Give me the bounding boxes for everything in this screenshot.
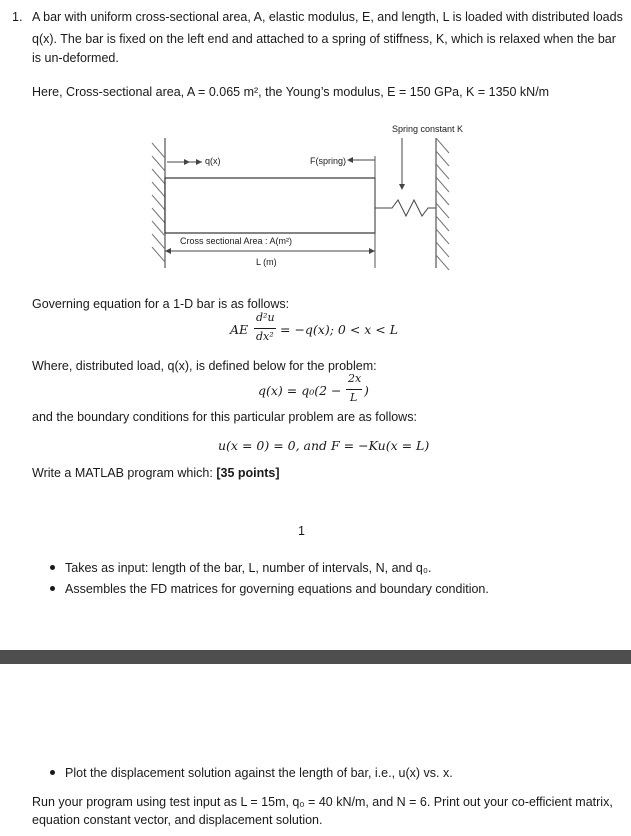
force-label: F(spring) <box>310 156 347 166</box>
spring-label: Spring constant K <box>392 124 464 134</box>
bullet-item <box>50 766 453 780</box>
bullet-dot <box>50 565 55 570</box>
problem-line-3: is un-deformed. <box>32 51 119 65</box>
q-close: ) <box>364 383 369 398</box>
area-label: Cross sectional Area : A(m²) <box>180 236 293 246</box>
q-lhs: q(x) = q₀(2 − <box>258 383 342 398</box>
bullet-dot <box>50 586 55 591</box>
eq-denom: dx² <box>256 330 274 343</box>
task-label: Write a MATLAB program which: <box>32 466 213 480</box>
bc-equation: u(x = 0) = 0, and F = −Ku(x = L) <box>218 438 430 453</box>
bullet-text: Plot the displacement solution against the length of bar, i.e., u(x) vs. x. <box>65 766 453 780</box>
page-number: 1 <box>298 524 305 538</box>
q-fraction-bar <box>346 389 362 390</box>
task-points: [35 points] <box>216 466 280 480</box>
q-numer: 2x <box>348 372 362 385</box>
length-label: L (m) <box>256 257 277 267</box>
eq-rhs: = −q(x); 0 < x < L <box>280 322 399 337</box>
bc-intro: and the boundary conditions for this particular problem are as follows: <box>32 410 417 424</box>
bullet-item <box>50 561 432 575</box>
eq-fraction-bar <box>254 328 276 329</box>
problem-number: 1. <box>12 10 23 24</box>
problem-params: Here, Cross-sectional area, A = 0.065 m², the Young’s modulus, E = 150 GPa, K = 1350 kN/m <box>32 85 550 99</box>
q-denom: L <box>350 391 358 404</box>
bar-spring-figure <box>140 118 480 278</box>
left-wall-hatch <box>152 143 165 262</box>
run-line-1: Run your program using test input as L = 15m, q₀ = 40 kN/m, and N = 6. Print out your co-efficient matrix, <box>32 795 613 809</box>
eq-numer: d²u <box>256 311 275 324</box>
load-label: q(x) <box>205 156 221 166</box>
eq-coef: AE <box>230 322 249 337</box>
run-line-2: equation constant vector, and displacement solution. <box>32 813 323 827</box>
bullet-text: Assembles the FD matrices for governing equations and boundary condition. <box>65 582 489 596</box>
problem-line-2: q(x). The bar is fixed on the left end and attached to a spring of stiffness, K, which is relaxed when the bar <box>32 32 616 46</box>
load-intro: Where, distributed load, q(x), is defined below for the problem: <box>32 359 377 373</box>
problem-line-1: A bar with uniform cross-sectional area, A, elastic modulus, E, and length, L is loaded with distributed loads <box>32 10 623 24</box>
spring <box>375 200 436 216</box>
page-divider <box>0 650 631 664</box>
governing-intro: Governing equation for a 1-D bar is as follows: <box>32 297 290 311</box>
bullet-item <box>50 582 489 596</box>
right-wall-hatch <box>436 138 449 270</box>
bullet-dot <box>50 770 55 775</box>
task-text <box>32 466 280 480</box>
bar <box>165 178 375 233</box>
bullet-text: Takes as input: length of the bar, L, number of intervals, N, and q₀. <box>65 561 432 575</box>
